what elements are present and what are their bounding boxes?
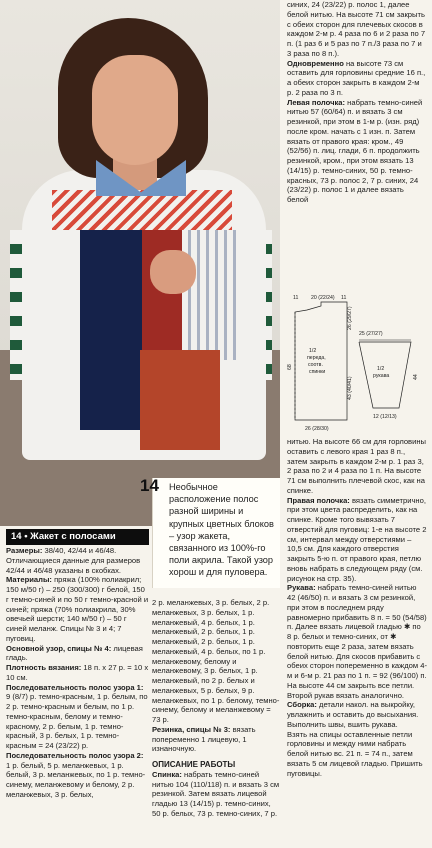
instruction-text: нитью. На высоте 66 см для горловины оставить с левого края 1 раз 8 п., затем закрыть в каждом 2-м р. 1 раз 3, 2 раза по 2 и 4 раза по 1 п. На высоте 71 см выполнить плечевой скос, как на спинке. (287, 437, 426, 495)
instruction-label: Одновременно (287, 58, 344, 68)
instruction-text: набрать темно-синей нитью 42 (46/50) п. и вязать 3 см резинкой, при этом в последнем ряду равномерно прибавить 8 п. = 50 (54/58) п. Далее вязать лицевой гладью ✱ по 8 р. белых и темно-синих, от ✱ повторить еще 2 раза, затем вязать белой нитью. Для скосов прибавить с обеих сторон попеременно в каждом 4-м и 6-м р. 21 раз по 1 п. = 92 (96/100) п. На высоте 44 см закрыть все петли. (287, 583, 427, 690)
dim-top-1: 11 (293, 295, 299, 301)
instruction-paragraph (6, 546, 149, 575)
height-dim-1: 26 (29/27) (347, 306, 353, 330)
instruction-text: 1 р. белый, 5 р. меланжевых, 1 р. белый, 3 р. меланжевых, по 1 р. темно-синему, меланжевому и белому, 2 р. меланжевых, 3 р. белых, (6, 760, 146, 799)
instruction-paragraph (6, 663, 149, 683)
instruction-paragraph (287, 700, 427, 729)
instruction-label: Последовательность полос узора 2: (6, 750, 144, 760)
instruction-paragraph (287, 496, 427, 584)
instruction-text: детали накол. на выкройку, увлажнить и оставить до высыхания. Выполнить швы, вшить рукава. (287, 700, 419, 729)
instruction-label: Резинка, спицы № 3: (152, 724, 231, 734)
instruction-paragraph (152, 760, 280, 770)
dim-top-3: 11 (341, 295, 347, 301)
item-title: 14 • Жакет с полосами (6, 529, 149, 545)
front-label: 1/2 (309, 348, 317, 354)
model-photo (0, 0, 280, 526)
instruction-text: 18 п. x 27 р. = 10 x 10 см. (6, 663, 149, 682)
instruction-text: набрать темно-синей нитью 104 (110/118) п. и вязать 3 см резинкой. Затем вязать лицевой гладью 13 (14/15) р. темно-синих, 50 р. белых, 73 р. темно-синих, 7 р. (152, 769, 280, 818)
instruction-text: вязать попеременно 1 лицевую, 1 изнаночную. (152, 724, 256, 754)
instruction-paragraph (152, 770, 280, 819)
instruction-label: Основной узор, спицы № 4: (6, 643, 112, 653)
instruction-paragraph (287, 583, 427, 690)
instruction-label: Плотность вязания: (6, 663, 82, 672)
instruction-paragraph (6, 575, 149, 643)
instruction-paragraph (287, 691, 427, 701)
instruction-label: Последовательность полос узора 1: (6, 682, 144, 692)
caption-number: 14 (140, 476, 159, 495)
instructions-column-1 (6, 546, 149, 800)
instruction-label: Рукава: (287, 583, 316, 593)
instructions-column-4 (287, 437, 427, 778)
instruction-label: Правая полочка: (287, 495, 350, 505)
pattern-diagram (287, 290, 429, 435)
instruction-text: 2 р. меланжевых, 3 р. белых, 2 р. меланжевых, 3 р. белых, 1 р. меланжевый, 4 р. белых, 1 р. меланжевый, 2 р. белых, 1 р. меланжевый, 2 р. белых, 1 р. меланжевый, 4 р. белых, по 1 р. меланжевому, белому и меланжевому, 3 р. белых, 1 р. меланжевый, по 2 р. белых и меланжевых, 5 р. белых, 9 р. меланжевых, по 1 р. белому, темно-синему, белому и меланжевому = 73 р. (152, 598, 280, 724)
instruction-label: Спинка: (152, 769, 182, 779)
instruction-paragraph (6, 683, 149, 751)
sleeve-label: 1/2 (377, 366, 385, 372)
instruction-label: Материалы: (6, 575, 52, 585)
instruction-paragraph (287, 730, 427, 779)
instruction-label: Сборка: (287, 700, 317, 710)
sleeve-top-dim: 25 (27/27) (359, 331, 383, 337)
height-dim-3: 68 (287, 364, 293, 370)
front-outline (295, 302, 347, 420)
photo-caption (152, 478, 280, 588)
svg-text:переда,: переда, (307, 355, 326, 361)
instruction-paragraph (6, 751, 149, 800)
instruction-text: синих, 24 (23/22) р. полос 1, далее белой нитью. На высоте 71 см закрыть с обеих сторон для плечевых скосов в каждом 2-м р. 4 раза по 6 и 2 раза по 7 п. (1 раз 6 и 5 раз по 7 п./3 раза по 7 и 3 раза по 8 п.). (287, 0, 426, 58)
instruction-paragraph (152, 598, 280, 725)
instruction-paragraph (287, 0, 427, 59)
instruction-text: вязать симметрично, при этом цвета распределить, как на спинке. Кроме того вывязать 7 отверстий для пуговиц: 1-е на высоте 2 см, интервал между отверстиями – 10,5 см. Для каждого отверстия закрыть 5-ю п. от правого края, петлю вновь набрать в следующем ряду (см. рисунок на стр. 35). (287, 495, 427, 583)
caption-text: Необычное расположение полос разной ширины и крупных цветных блоков – узор жакета, связанного из 100%-го поли акрила. Такой узор хорош и для пуловера. (169, 482, 274, 578)
svg-text:спинки: спинки (309, 369, 326, 375)
instructions-column-2 (152, 598, 280, 819)
instruction-paragraph (152, 725, 280, 754)
instruction-text: набрать темно-синей нитью 57 (60/64) п. и вязать 3 см резинкой, при этом в 1-м р. (изн. ряд) после кром. начать с 1 изн. п. Затем вязать от правого края: кром., 49 (52/56) п. лиц. глади, 6 п. продолжить резинкой, кром., при этом вязать 13 (14/15) р. темно-синих, 50 р. темно-красных, 73 р. полос 2, 7 р. синих, 24 (23/22) р. полос 1 и далее вязать белой (287, 97, 423, 204)
instruction-paragraph (287, 437, 427, 496)
svg-text:рукава: рукава (373, 373, 390, 379)
height-dim-4: 44 (413, 374, 419, 380)
svg-text:соотв.: соотв. (308, 362, 323, 368)
instruction-paragraph (287, 59, 427, 98)
instruction-label: Размеры: (6, 546, 43, 555)
pattern-svg (287, 290, 429, 435)
instruction-text: Взять на спицы оставленные петли горловины и между ними набрать белой нитью вс. 21 п. = 74 п., затем вязать 5 см лицевой гладью. Пришить пуговицы. (287, 729, 423, 778)
instruction-text: Второй рукав вязать аналогично. (287, 690, 405, 700)
instruction-text: пряжа (100% полиакрил; 150 м/50 г) – 250 (300/300) г белой, 150 г темно-синей и по 50 г темно-красной и синей; пряжа (70% полиакрила, 30% овечьей шерсти; 140 м/50 г) – 50 г синей меланж. Спицы № 3 и 4; 7 пуговиц. (6, 575, 149, 643)
instructions-column-3 (287, 0, 427, 205)
instruction-text: 38/40, 42/44 и 46/48. Отличающиеся данные для размеров 42/44 и 46/48 указаны в скобках. (6, 546, 141, 575)
dim-top-2: 20 (22/24) (311, 295, 335, 301)
instruction-paragraph (6, 644, 149, 664)
instruction-paragraph (287, 98, 427, 205)
bottom-dim-2: 12 (12/13) (373, 414, 397, 420)
height-dim-2: 43 (40/41) (347, 376, 353, 400)
instruction-label: ОПИСАНИЕ РАБОТЫ (152, 760, 236, 769)
bottom-dim-1: 26 (28/30) (305, 426, 329, 432)
instruction-text: 9 (8/7) р. темно-красным, 1 р. белым, по 2 р. темно-красным и белым, по 1 р. темно-красным, белому и темно-красному, 2 р. белым, 1 р. темно-красный, 3 р. белых, 1 р. темно-красным = 24 (23/22) р. (6, 692, 148, 750)
instruction-text: лицевая гладь. (6, 643, 143, 663)
instruction-text: на высоте 73 см оставить для горловины средние 16 п., а обеих сторон закрыть в каждом 2-м р. 2 раза по 3 п. (287, 58, 426, 97)
instruction-label: Левая полочка: (287, 97, 346, 107)
